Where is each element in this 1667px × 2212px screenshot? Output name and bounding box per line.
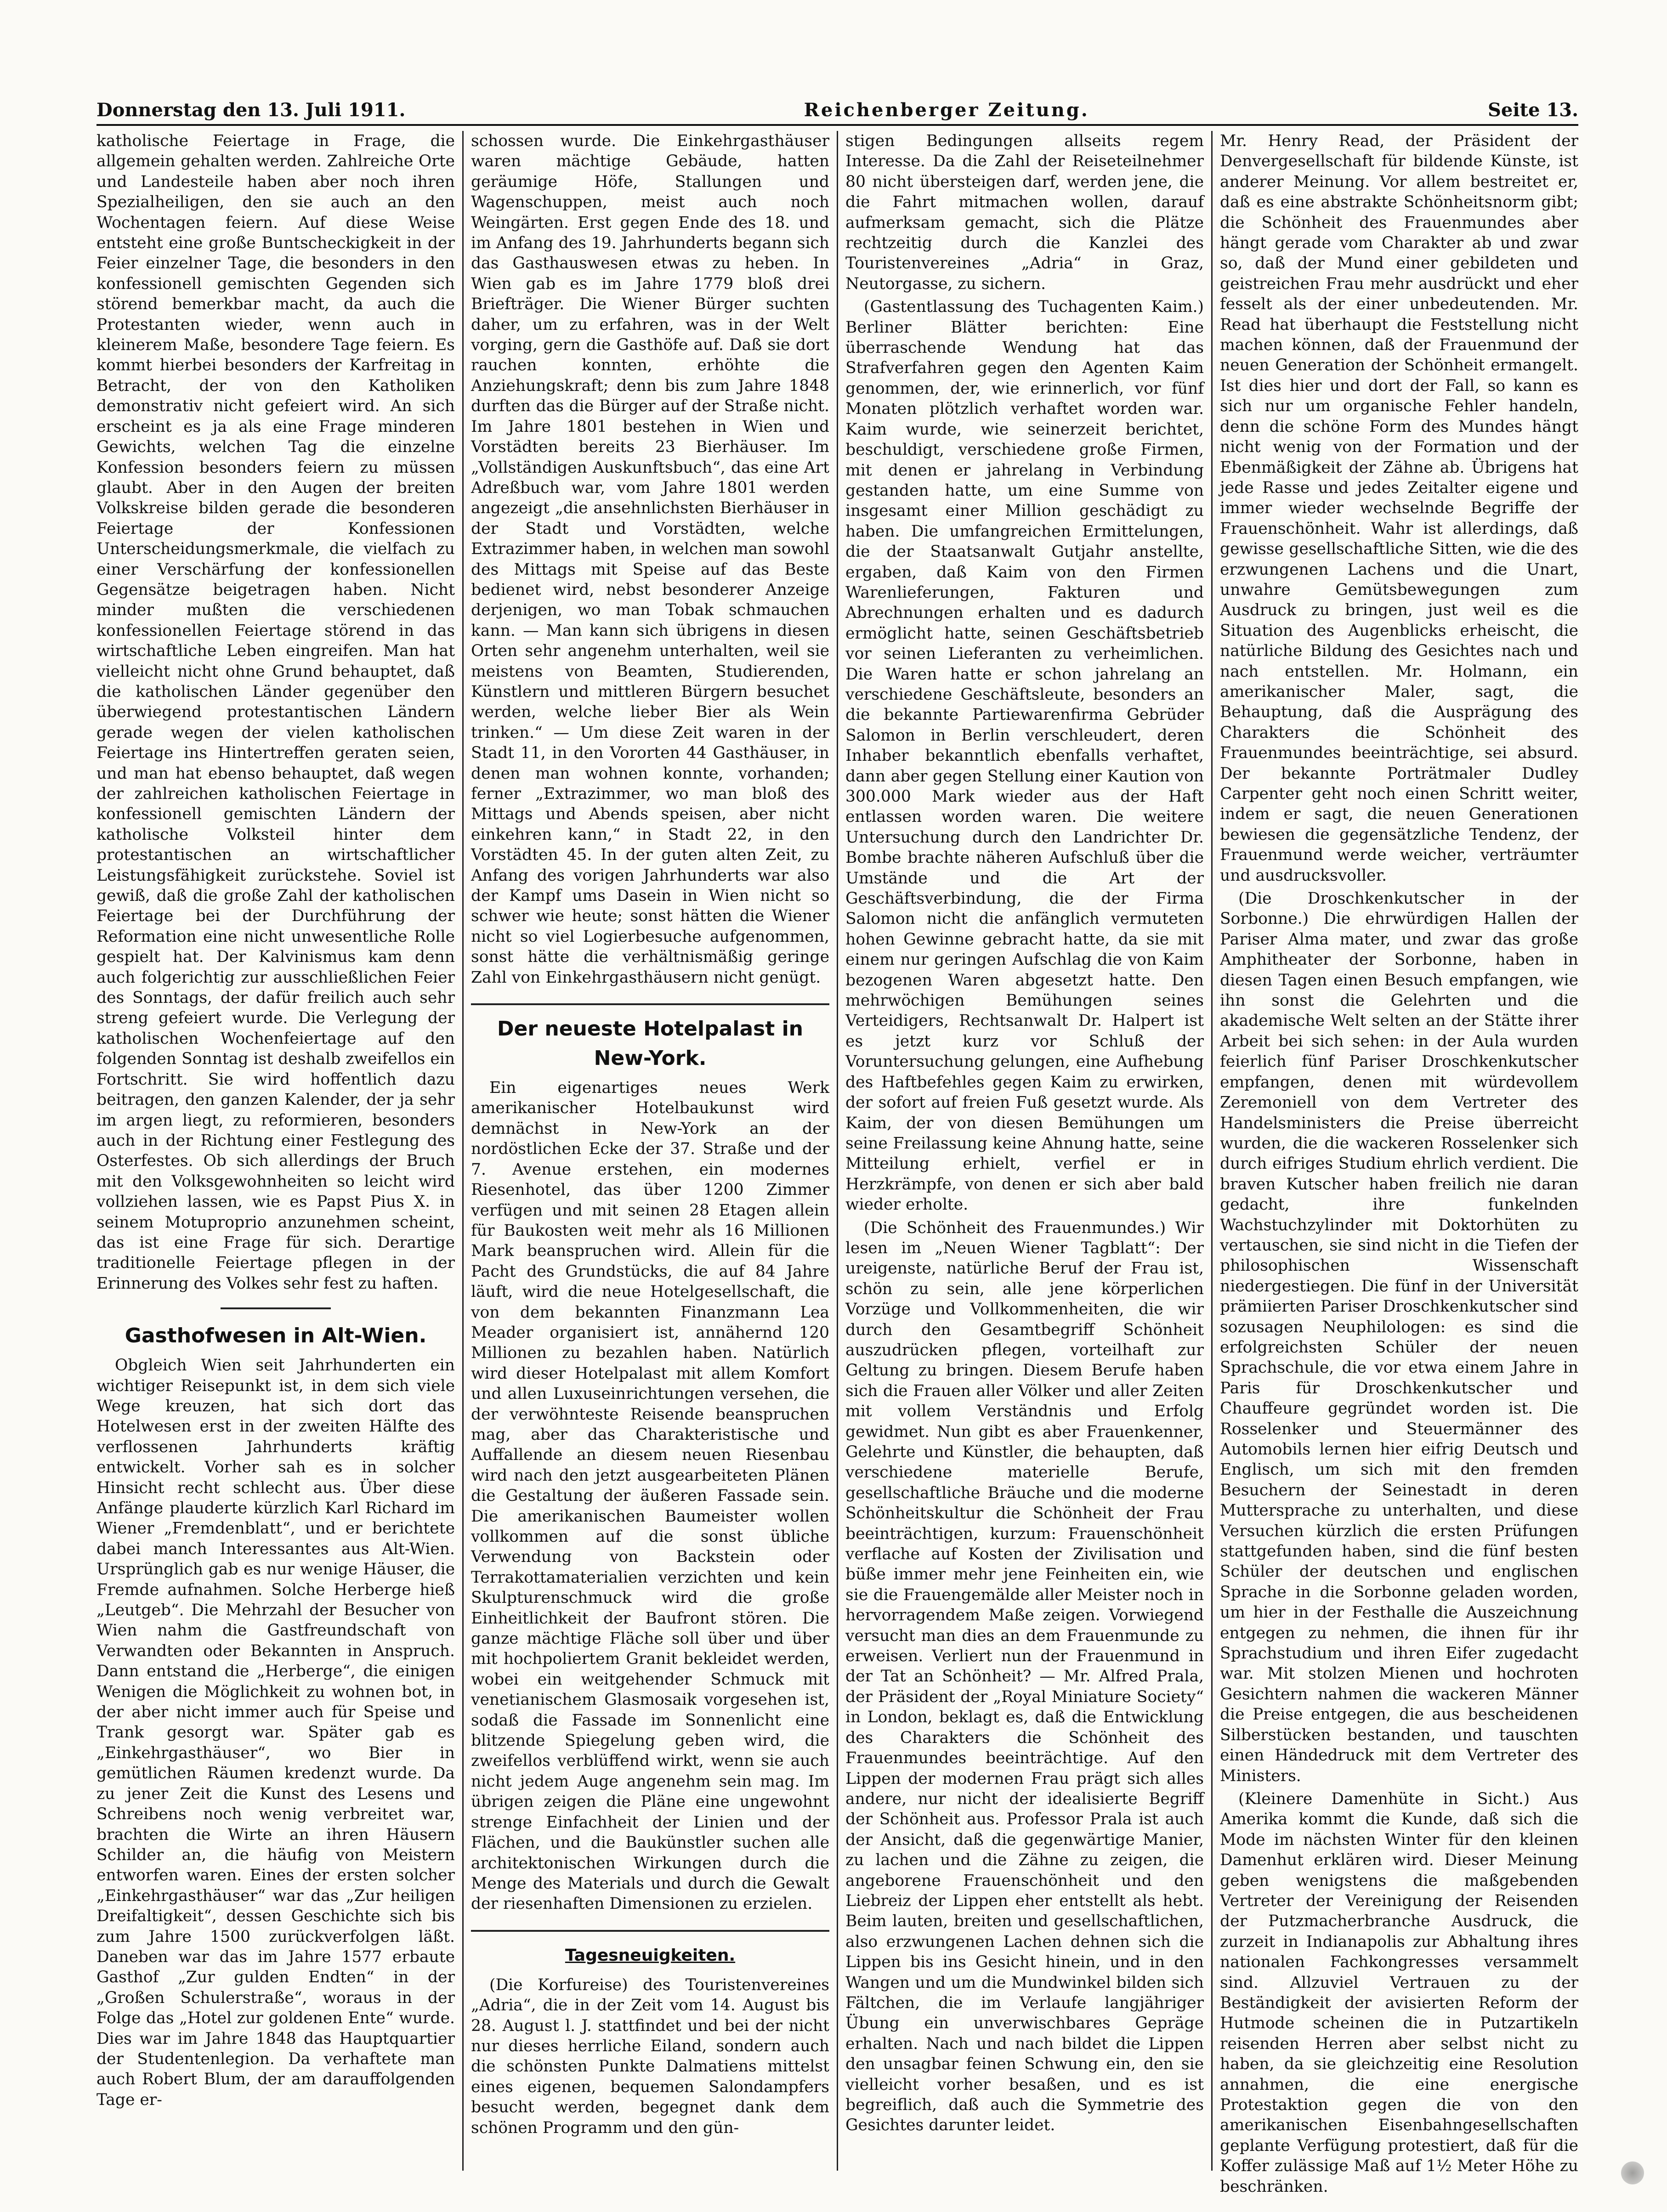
scan-mark <box>1621 2161 1644 2184</box>
column-rule <box>462 131 464 2171</box>
section-heading: Tagesneuigkeiten. <box>565 1946 736 1965</box>
article-paragraph: Ein eigenartiges neues Werk amerikanischer Hotelbaukunst wird demnächst in New-York an der nordöstlichen Ecke der 37. Straße und der 7. Avenue erstehen, ein modernes Riesenhotel, das über 1200 Zimmer verfügen und mit seinen 28 Etagen allein für Baukosten weit mehr als 16 Millionen Mark beanspruchen wird. Allein für die Pacht des Grundstücks, die auf 84 Jahre läuft, wird die neue Hotelgesellschaft, die von dem bekannten Finanzmann Lea Meader organisiert ist, annähernd 120 Millionen zu bezahlen haben. Natürlich wird dieser Hotelpalast mit allem Komfort und allen Luxuseinrichtungen versehen, die der verwöhnteste Reisende beanspruchen mag, aber das Charakteristische und Auffallende an diesem neuen Riesenbau wird nach den jetzt ausgearbeiteten Plänen die Gestaltung der äußeren Fassade sein. Die amerikanischen Baumeister wollen vollkommen auf die sonst übliche Verwendung von Backstein oder Terrakottamaterialien verzichten und kein Skulpturenschmuck wird die große Einheitlichkeit der Baufront stören. Die ganze mächtige Fläche soll über und über mit hochpoliertem Granit bekleidet werden, wobei ein weitgehender Schmuck mit venetianischem Glasmosaik vorgesehen ist, sodaß die Fassade im Sonnenlicht eine blitzende Spiegelung geben wird, die zweifellos verblüffend wirkt, wenn sie auch nicht jedem Auge angenehm sein mag. Im übrigen zeigen die Pläne eine ungewohnt strenge Einfachheit der Linien und der Flächen, und die Baukünstler suchen alle architektonischen Wirkungen durch die Menge des Materials und durch die Gewalt der riesenhaften Dimensionen zu erzielen. <box>471 1079 829 1913</box>
article-paragraph: (Die Korfureise) des Touristenvereines „Adria“, die in der Zeit vom 14. August bis 28. August l. J. stattfindet und bei der nicht nur dieses herrliche Eiland, sondern auch die schönsten Punkte Dalmatiens mittelst eines eigenen, bequemen Salondampfers besucht werden, begegnet dank dem schönen Programm und den gün- <box>471 1975 829 2137</box>
column-4 <box>1220 131 1578 2196</box>
article-paragraph: katholische Feiertage in Frage, die allgemein gehalten werden. Zahlreiche Orte und Landesteile haben aber noch ihren Spezialheiligen, den sie auch an den Wochentagen feiern. Auf diese Weise entsteht eine große Buntscheckigkeit in der Feier einzelner Tage, die besonders in den konfessionell gemischten Gegenden sich störend bemerkbar macht, da auch die Protestanten wieder, wenn auch in kleinerem Maße, besondere Tage feiern. Es kommt hierbei besonders der Karfreitag in Betracht, der von den Katholiken demonstrativ nicht gefeiert wird. An sich erscheint es ja als eine Frage minderen Gewichts, welchen Tag die einzelne Konfession besonders feiern zu müssen glaubt. Aber in den Augen der breiten Volkskreise bilden gerade die besonderen Feiertage der Konfessionen Unterscheidungsmerkmale, die vielfach zu einer Verschärfung der konfessionellen Gegensätze beigetragen haben. Nicht minder mußten die verschiedenen konfessionellen Feiertage störend in das wirtschaftliche Leben eingreifen. Man hat vielleicht nicht ohne Grund behauptet, daß die katholischen Länder gegenüber den überwiegend protestantischen Ländern gerade wegen der vielen katholischen Feiertage ins Hintertreffen geraten seien, und man hat ebenso behauptet, daß wegen der zahlreichen katholischen Feiertage in konfessionell gemischten Ländern der katholische Volksteil hinter dem protestantischen an wirtschaftlicher Leistungsfähigkeit zurückstehe. Soviel ist gewiß, daß die große Zahl der katholischen Feiertage bei der Durchführung der Reformation eine nicht unwesentliche Rolle gespielt hat. Der Kalvinismus kam denn auch folgerichtig zur ausschließlichen Feier des Sonntags, der dafür freilich auch sehr streng gefeiert wurde. Die Verlegung der katholischen Wochenfeiertage auf den folgenden Sonntag ist deshalb zweifellos ein Fortschritt. Sie wird hoffentlich dazu beitragen, den ganzen Kalender, der ja sehr im argen liegt, zu reformieren, besonders auch in der Richtung einer Festlegung des Osterfestes. Ob sich allerdings der Bruch mit den Volksgewohnheiten so leicht wird vollziehen lassen, wie es Papst Pius X. in seinem Motuproprio anzunehmen scheint, das ist eine Frage für sich. Derartige traditionelle Feiertage pflegen in der Erinnerung des Volkes sehr fest zu haften. <box>96 132 455 1293</box>
column-rule <box>837 131 838 2171</box>
page-number: Seite 13. <box>1488 99 1578 121</box>
article-paragraph: (Die Droschkenkutscher in der Sorbonne.) Die ehrwürdigen Hallen der Pariser Alma mater, und zwar das große Amphitheater der Sorbonne, haben in diesen Tagen einen Besuch empfangen, wie ihn sonst die Gelehrten und die akademische Welt selten an der Stätte ihrer Arbeit bei sich sehen: in der Aula wurden feierlich fünf Pariser Droschkenkutscher empfangen, denen mit würdevollem Zeremoniell von dem Vertreter des Handelsministers die Preise überreicht wurden, die die wackeren Rosselenker sich durch eifriges Studium ehrlich verdient. Die braven Kutscher haben freilich nie daran gedacht, ihre funkelnden Wachstuchzylinder mit Doktorhüten zu vertauschen, sie sind nicht in die Tiefen der philosophischen Wissenschaft niedergestiegen. Die fünf in der Universität prämiierten Pariser Droschkenkutscher sind sozusagen Neuphilologen: es sind die erfolgreichsten Schüler der neuen Sprachschule, die vor etwa einem Jahre in Paris für Droschkenkutscher und Chauffeure gegründet worden ist. Die Rosselenker und Steuermänner des Automobils lernen hier eifrig Deutsch und Englisch, um sich mit den fremden Besuchern der Seinestadt in deren Muttersprache zu unterhalten, und diese Versuchen kürzlich die ersten Prüfungen stattgefunden haben, sind die fünf besten Schüler der deutschen und englischen Sprache in die Sorbonne geladen worden, um hier in der Festhalle die Auszeichnung entgegen zu nehmen, die ihnen für ihr Sprachstudium und ihren Eifer zugedacht war. Mit stolzen Mienen und hochroten Gesichtern nahmen die wackeren Männer die Preise entgegen, die aus bescheidenen Silberstücken bestanden, und tauschten einen Händedruck mit dem Vertreter des Ministers. <box>1220 889 1578 1785</box>
article-heading: Der neueste Hotelpalast in New-York. <box>497 1017 803 1070</box>
article-paragraph: (Gastentlassung des Tuchagenten Kaim.) Berliner Blätter berichten: Eine überraschende Wendung hat das Strafverfahren gegen den Agenten Kaim genommen, der, wie erinnerlich, vor fünf Monaten plötzlich verhaftet worden war. Kaim wurde, wie seinerzeit berichtet, beschuldigt, verschiedene große Firmen, mit denen er jahrelang in Verbindung gestanden hatte, um eine Summe von insgesamt einer Million geschädigt zu haben. Die umfangreichen Ermittelungen, die der Staatsanwalt Gutjahr anstellte, ergaben, daß Kaim von den Firmen Warenlieferungen, Fakturen und Abrechnungen erhalten und es dadurch ermöglicht hatte, seinen Geschäftsbetrieb vor seinen Lieferanten zu verheimlichen. Die Waren hatte er schon jahrelang an verschiedene Geschäftsleute, besonders an die bekannte Partiewarenfirma Gebrüder Salomon in Berlin verschleudert, deren Inhaber bekanntlich ebenfalls verhaftet, dann aber gegen Stellung einer Kaution von 300.000 Mark wieder aus der Haft entlassen worden waren. Die weitere Untersuchung durch den Landrichter Dr. Bombe brachte näheren Aufschluß über die Umstände und die Art der Geschäftsverbindung, die der Firma Salomon nicht die anfänglich vermuteten hohen Gewinne gebracht hatte, da sie mit einem nur geringen Aufschlag die von Kaim bezogenen Waren abgesetzt hatte. Den mehrwöchigen Bemühungen seines Verteidigers, Rechtsanwalt Dr. Halpert ist es jetzt kurz vor Schluß der Voruntersuchung gelungen, eine Aufhebung des Haftbefehles gegen Kaim zu erwirken, der sofort auf freien Fuß gesetzt wurde. Als Kaim, der von diesen Bemühungen um seine Freilassung keine Ahnung hatte, seine Mitteilung erhielt, verfiel er in Herzkrämpfe, von denen er sich aber bald wieder erholte. <box>845 298 1204 1214</box>
section-divider <box>221 1307 331 1309</box>
article-paragraph: stigen Bedingungen allseits regem Interesse. Da die Zahl der Reiseteilnehmer 80 nicht übersteigen darf, werden jene, die die Fahrt mitmachen wollen, darauf aufmerksam gemacht, sich die Plätze rechtzeitig durch die Kanzlei des Touristenvereines „Adria“ in Graz, Neutorgasse, zu sichern. <box>845 132 1204 293</box>
article-paragraph: (Kleinere Damenhüte in Sicht.) Aus Amerika kommt die Kunde, daß sich die Mode im nächsten Winter für den kleinen Damenhut erklären wird. Dieser Meinung geben wenigstens die maßgebenden Vertreter der Vereinigung der Reisenden der Putzmacherbranche Ausdruck, die zurzeit in Indianapolis zur Abhaltung ihres nationalen Fachkongresses versammelt sind. Allzuviel Vertrauen zu der Beständigkeit der avisierten Reform der Hutmode scheinen die in Putzartikeln reisenden Herren aber selbst nicht zu haben, da sie gleichzeitig eine Resolution annahmen, die eine energische Protestaktion gegen die von den amerikanischen Eisenbahngesellschaften geplante Verfügung protestiert, daß für die Koffer zulässige Maß auf 1½ Meter Höhe zu beschränken. <box>1220 1789 1578 2196</box>
section-divider <box>471 1003 829 1005</box>
article-paragraph: Mr. Henry Read, der Präsident der Denvergesellschaft für bildende Künste, ist anderer Meinung. Vor allem bestreitet er, daß es eine abstrakte Schönheitsnorm gibt; die Schönheit des Frauenmundes aber hängt gerade vom Charakter ab und zwar so, daß der Mund einer gebildeten und geistreichen Frau mehr ausdrückt und eher fesselt als der einer unbedeutenden. Mr. Read hat überhaupt die Feststellung nicht machen können, daß der Frauenmund der neuen Generation der Schönheit ermangelt. Ist dies hier und dort der Fall, so kann es sich nur um organische Fehler handeln, denn die schöne Form des Mundes hängt nicht wenig von der Formation und der Ebenmäßigkeit der Zähne ab. Übrigens hat jede Rasse und jedes Zeitalter eigene und immer wieder wechselnde Begriffe der Frauenschönheit. Wahr ist allerdings, daß gewisse gesellschaftliche Sitten, wie die des erzwungenen Lachens und die Unart, unwahre Gemütsbewegungen zum Ausdruck zu bringen, just weil es die Situation des Augenblicks erheischt, die natürliche Bildung des Gesichtes nach und nach entstellen. Mr. Holmann, ein amerikanischer Maler, sagt, die Behauptung, daß die Ausprägung des Charakters die Schönheit des Frauenmundes beeinträchtige, sei absurd. Der bekannte Porträtmaler Dudley Carpenter geht noch einen Schritt weiter, indem er sagt, die neuen Generationen bewiesen die gegensätzliche Tendenz, der Frauenmund werde weicher, verträumter und ausdrucksvoller. <box>1220 132 1578 885</box>
article-paragraph: Obgleich Wien seit Jahrhunderten ein wichtiger Reisepunkt ist, in dem sich viele Wege kreuzen, hat sich dort das Hotelwesen erst in der zweiten Hälfte des verflossenen Jahrhunderts kräftig entwickelt. Vorher sah es in solcher Hinsicht recht schlecht aus. Über diese Anfänge plauderte kürzlich Karl Richard im Wiener „Fremdenblatt“, und er berichtete dabei manch Interessantes aus Alt-Wien. Ursprünglich gab es nur wenige Häuser, die Fremde aufnahmen. Solche Herberge hieß „Leutgeb“. Die Mehrzahl der Besucher von Wien nahm die Gastfreundschaft von Verwandten oder Bekannten in Anspruch. Dann entstand die „Herberge“, die einigen Wenigen die Möglichkeit zu wohnen bot, in der aber nicht immer auch für Speise und Trank gesorgt war. Später gab es „Einkehrgasthäuser“, wo Bier in gemütlichen Räumen kredenzt wurde. Da zu jener Zeit die Kunst des Lesens und Schreibens noch wenig verbreitet war, brachten die Wirte an ihren Häusern Schilder an, die häufig von Meistern entworfen waren. Eines der ersten solcher „Einkehrgasthäuser“ war das „Zur heiligen Dreifaltigkeit“, dessen Geschichte sich bis zum Jahre 1500 zurückverfolgen läßt. Daneben war das im Jahre 1577 erbaute Gasthof „Zur gulden Endten“ in der „Großen Schulerstraße“, woraus in der Folge das „Hotel zur goldenen Ente“ wurde. Dies war im Jahre 1848 das Hauptquartier der Studentenlegion. Da verhaftete man auch Robert Blum, der am darauffolgenden Tage er- <box>96 1356 455 2109</box>
header-date: Donnerstag den 13. Juli 1911. <box>96 99 406 121</box>
article-heading: Gasthofwesen in Alt-Wien. <box>125 1324 427 1348</box>
column-rule <box>1211 131 1213 2171</box>
article-columns <box>96 131 1578 2196</box>
newspaper-title: Reichenberger Zeitung. <box>804 99 1089 121</box>
column-1 <box>96 131 455 2171</box>
page-header <box>96 92 1578 126</box>
section-divider <box>471 1930 829 1932</box>
article-paragraph: (Die Schönheit des Frauenmundes.) Wir lesen im „Neuen Wiener Tagblatt“: Der ureigenste, natürliche Beruf der Frau ist, schön zu sein, alle jene körperlichen Vorzüge und Vollkommenheiten, die wir durch den Gesamtbegriff Schönheit auszudrücken pflegen, vorteilhaft zur Geltung zu bringen. Diesem Berufe haben sich die Frauen aller Völker und aller Zeiten mit vollem Verständnis und Erfolg gewidmet. Nun gibt es aber Frauenkenner, Gelehrte und Künstler, die behaupten, daß verschiedene materielle Berufe, gesellschaftliche Bräuche und die moderne Schönheitskultur die Schönheit der Frau beeinträchtigen, kurzum: Frauenschönheit verflache auf Kosten der Zivilisation und büße immer mehr jene Feinheiten ein, wie sie die Frauengemälde aller Meister noch in hervorragendem Maße zeigen. Vorwiegend versucht man dies an dem Frauenmunde zu erweisen. Verliert nun der Frauenmund in der Tat an Schönheit? — Mr. Alfred Prala, der Präsident der „Royal Miniature Society“ in London, beklagt es, daß die Entwicklung des Charakters die Schönheit des Frauenmundes beeinträchtige. Auf den Lippen der modernen Frau prägt sich alles andere, nur nicht der idealisierte Begriff der Schönheit aus. Professor Prala ist auch der Ansicht, daß die gegenwärtige Manier, zu lachen und die Zähne zu zeigen, die angeborene Frauenschönheit und den Liebreiz der Lippen eher entstellt als hebt. Beim lauten, breiten und gesellschaftlichen, also erzwungenen Lachen dehnen sich die Lippen bis ins Gesicht hinein, und in den Wangen und um die Mundwinkel bilden sich Fältchen, die im Verlaufe langjähriger Übung ein unverwischbares Gepräge erhalten. Nach und nach bildet die Lippen den unsagbar feinen Schwung ein, den sie vielleicht vorher besaßen, und es ist begreiflich, daß auch die Symmetrie des Gesichtes darunter leidet. <box>845 1218 1204 2135</box>
column-2 <box>471 131 829 2171</box>
article-paragraph: schossen wurde. Die Einkehrgasthäuser waren mächtige Gebäude, hatten geräumige Höfe, Stallungen und Wagenschuppen, meist auch noch Weingärten. Erst gegen Ende des 18. und im Anfang des 19. Jahrhunderts begann sich das Gasthauswesen etwas zu heben. In Wien gab es im Jahre 1779 bloß drei Briefträger. Die Wiener Bürger suchten daher, um zu erfahren, was in der Welt vorging, gern die Gasthöfe auf. Daß sie dort rauchen konnten, erhöhte die Anziehungskraft; denn bis zum Jahre 1848 durften das die Bürger auf der Straße nicht. Im Jahre 1801 bestehen in Wien und Vorstädten bereits 23 Bierhäuser. Im „Vollständigen Auskunftsbuch“, das eine Art Adreßbuch war, vom Jahre 1801 werden angezeigt „die ansehnlichsten Bierhäuser in der Stadt und Vorstädten, welche Extrazimmer haben, in welchen man sowohl des Mittags mit Speise auf das Beste bedienet wird, nebst besonderer Anzeige derjenigen, wo man Tobak schmauchen kann. — Man kann sich übrigens in diesen Orten sehr angenehm unterhalten, weil sie meistens von Beamten, Studierenden, Künstlern und mittleren Bürgern besuchet werden, welche lieber Bier als Wein trinken.“ — Um diese Zeit waren in der Stadt 11, in den Vororten 44 Gasthäuser, in denen man wohnen konnte, vorhanden; ferner „Extrazimmer, wo man bloß des Mittags und Abends speisen, aber nicht einkehren kann,“ in Stadt 22, in den Vorstädten 45. In der guten alten Zeit, zu Anfang des vorigen Jahrhunderts war also der Kampf ums Dasein in Wien nicht so schwer wie heute; sonst hätten die Wiener nicht so viel Logierbesuche aufgenommen, sonst hätte die verhältnismäßig geringe Zahl von Einkehrgasthäusern nicht genügt. <box>471 132 829 987</box>
column-3 <box>845 131 1204 2171</box>
